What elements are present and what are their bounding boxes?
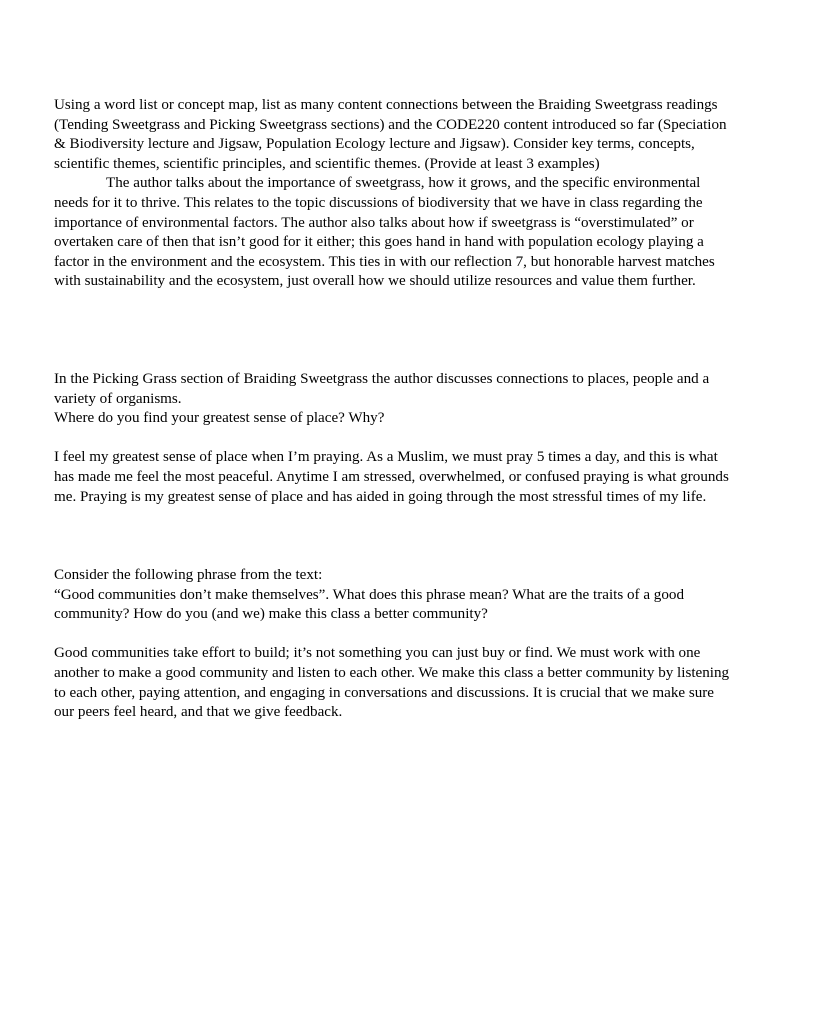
question-concept-connections: Using a word list or concept map, list as many content connections between the Braiding Sweetgrass readings (Tending Sweetgrass and Picking Sweetgrass sections) and the CODE220 content introduced so far (Speciation & Biodiversity lecture and Jigsaw, Population Ecology lecture and Jigsaw). Consider key terms, concepts, scientific themes, scientific principles, and scientific themes. (Provide at least 3 examples) [54, 97, 727, 172]
answer-good-communities: Good communities take effort to build; it’s not something you can just buy or find. We must work with one another to make a good community and listen to each other. We make this class a better community by listening to each other, paying attention, and engaging in conversations and discussions. It is crucial that we make sure our peers feel heard, and that we give feedback. [54, 645, 730, 721]
question-good-communities: “Good communities don’t make themselves”. What does this phrase mean? What are the traits of a good community? How do you (and we) make this class a better community? [54, 586, 684, 623]
question-intro-sense-of-place: In the Picking Grass section of Braiding Sweetgrass the author discusses connections to places, people and a variety of organisms. [54, 370, 710, 407]
document-page [54, 96, 734, 723]
answer-sense-of-place: I feel my greatest sense of place when I’m praying. As a Muslim, we must pray 5 times a day, and this is what has made me feel the most peaceful. Anytime I am stressed, overwhelmed, or confused praying is what grounds me. Praying is my greatest sense of place and has aided in going through the most stressful times of my life. [54, 449, 729, 505]
section-good-communities [54, 566, 734, 723]
section-spacer [54, 292, 734, 370]
section-spacer [54, 507, 734, 566]
answer-concept-connections: The author talks about the importance of sweetgrass, how it grows, and the specific environmental needs for it to thrive. This relates to the topic discussions of biodiversity that we have in class regarding the importance of environmental factors. The author also talks about how if sweetgrass is “overstimulated” or overtaken care of then that isn’t good for it either; this goes hand in hand with population ecology playing a factor in the environment and the ecosystem. This ties in with our reflection 7, but honorable harvest matches with sustainability and the ecosystem, just overall how we should utilize resources and value them further. [54, 175, 715, 290]
paragraph-spacer [54, 625, 734, 645]
question-sense-of-place: Where do you find your greatest sense of place? Why? [54, 410, 385, 427]
question-intro-good-communities: Consider the following phrase from the text: [54, 567, 323, 584]
section-sense-of-place [54, 370, 734, 507]
paragraph-spacer [54, 429, 734, 449]
section-concept-connections [54, 96, 734, 292]
